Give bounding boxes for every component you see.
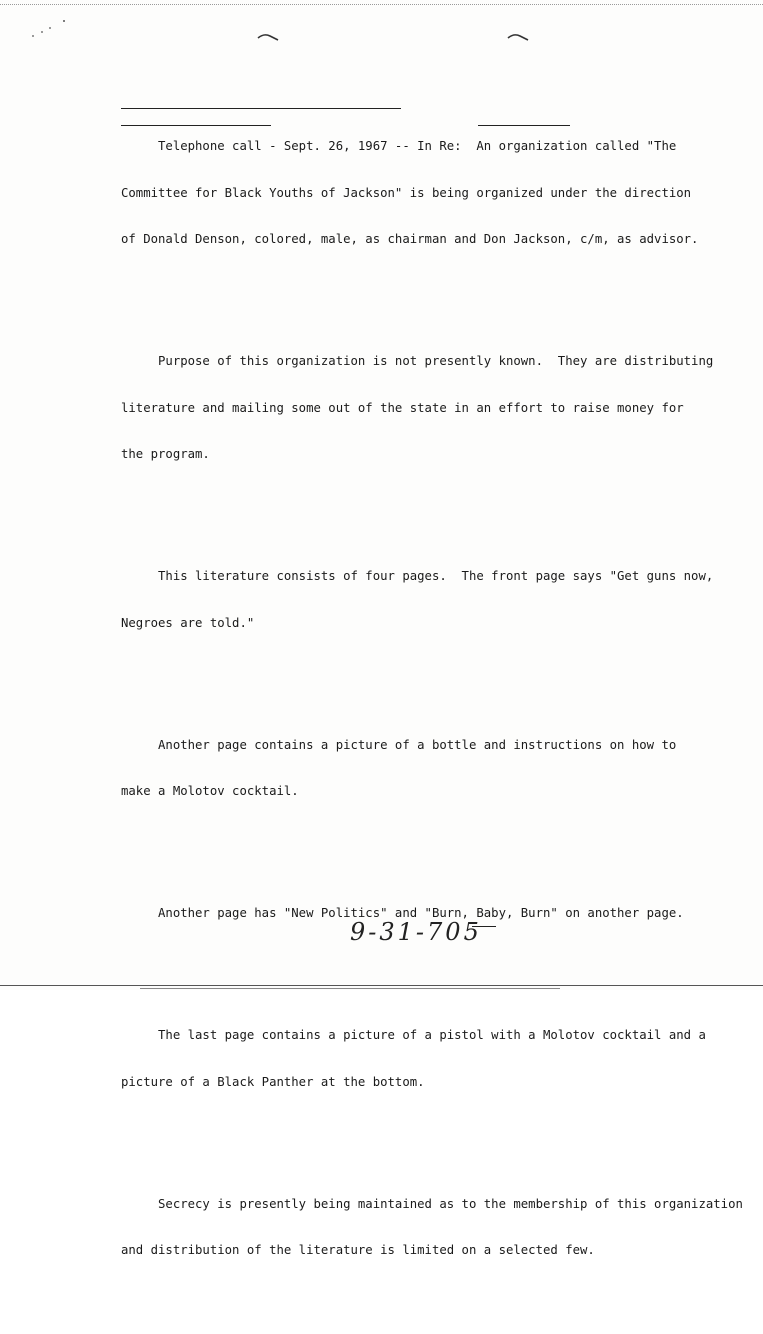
paragraph-telephone-call xyxy=(121,108,761,279)
top-dotted-border xyxy=(0,4,763,5)
text-line: Committee for Black Youths of Jackson" is being organized under the direction xyxy=(121,185,692,200)
paragraph-molotov-instructions xyxy=(121,707,761,831)
text-line: literature and mailing some out of the state in an effort to raise money for xyxy=(121,400,684,415)
text-line: make a Molotov cocktail. xyxy=(121,784,299,798)
text-line: Purpose of this organization is not presently known. They are distributing xyxy=(121,354,714,368)
text-line: of Donald Denson, colored, male, as chairman and Don Jackson, c/m, as advisor. xyxy=(121,232,699,246)
text-line: This literature consists of four pages. The front page says "Get guns now, xyxy=(121,569,714,583)
text-line: Another page contains a picture of a bottle and instructions on how to xyxy=(121,737,677,752)
text-line: Telephone call - Sept. 26, 1967 -- In Re: An organization called "The xyxy=(121,139,677,153)
memo-body xyxy=(121,77,761,1334)
handwritten-underline-denson xyxy=(121,125,271,126)
bottom-edge-rule xyxy=(0,985,763,986)
paragraph-last-page xyxy=(121,997,761,1121)
handwritten-underline-jackson xyxy=(478,125,570,126)
text-line: Another page has "New Politics" and "Burn, Baby, Burn" on another page. xyxy=(121,906,684,920)
text-line: the program. xyxy=(121,447,210,461)
file-number-stroke xyxy=(472,926,496,927)
text-line: Negroes are told." xyxy=(121,615,255,630)
paragraph-secrecy xyxy=(121,1166,761,1290)
text-line: The last page contains a picture of a pistol with a Molotov cocktail and a xyxy=(121,1028,706,1042)
text-line: and distribution of the literature is limited on a selected few. xyxy=(121,1243,595,1257)
handwritten-file-number: 9-31-705 xyxy=(350,918,482,946)
hole-punch-mark-left xyxy=(256,30,280,42)
speck-marks xyxy=(30,16,70,40)
handwritten-underline-committee xyxy=(121,108,401,109)
bottom-edge-rule-secondary xyxy=(140,988,560,989)
paragraph-literature xyxy=(121,538,761,662)
text-line: picture of a Black Panther at the bottom. xyxy=(121,1074,425,1089)
text-line: Secrecy is presently being maintained as to the membership of this organization xyxy=(121,1196,743,1211)
hole-punch-mark-right xyxy=(506,30,530,42)
paragraph-purpose xyxy=(121,323,761,494)
